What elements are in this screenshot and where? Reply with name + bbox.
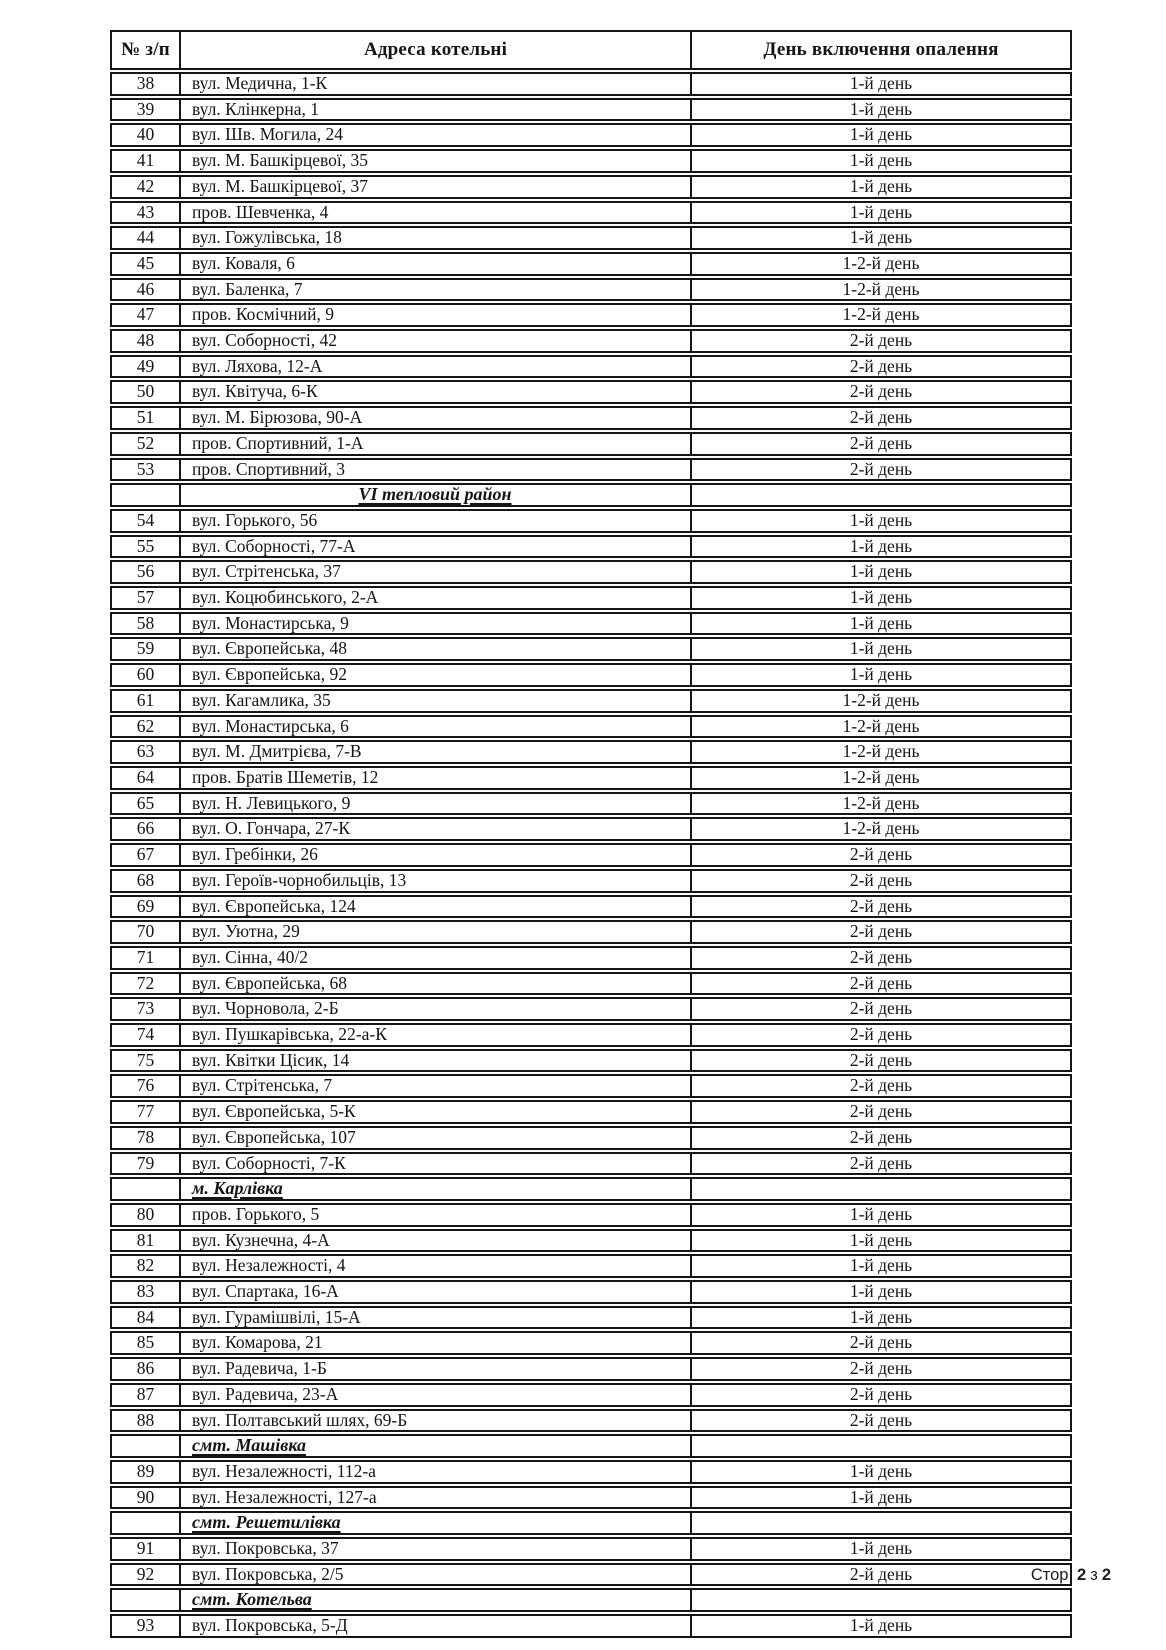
row-number-cell: 54 xyxy=(110,509,180,533)
row-number-cell: 41 xyxy=(110,149,180,173)
address-cell: вул. Монастирська, 9 xyxy=(180,612,691,636)
address-cell: вул. Коцюбинського, 2-А xyxy=(180,586,691,610)
table-row xyxy=(110,329,1072,353)
row-number-cell: 60 xyxy=(110,663,180,687)
row-number-cell: 64 xyxy=(110,766,180,790)
table-row xyxy=(110,1460,1072,1484)
day-cell: 1-й день xyxy=(691,509,1072,533)
day-cell: 1-й день xyxy=(691,586,1072,610)
row-number-cell: 73 xyxy=(110,997,180,1021)
row-number-cell: 77 xyxy=(110,1100,180,1124)
address-cell: пров. Горького, 5 xyxy=(180,1203,691,1227)
day-cell: 1-й день xyxy=(691,1460,1072,1484)
col-header-day: День включення опалення xyxy=(691,30,1072,70)
day-cell: 2-й день xyxy=(691,1100,1072,1124)
address-cell: вул. Квітки Цісик, 14 xyxy=(180,1049,691,1073)
table-row xyxy=(110,586,1072,610)
day-cell: 1-й день xyxy=(691,612,1072,636)
section-title-cell xyxy=(180,1511,691,1535)
row-number-cell: 58 xyxy=(110,612,180,636)
row-number-cell: 83 xyxy=(110,1280,180,1304)
address-cell: пров. Шевченка, 4 xyxy=(180,201,691,225)
section-title: смт. Машівка xyxy=(192,1435,307,1456)
row-number-cell: 76 xyxy=(110,1074,180,1098)
row-number-cell: 69 xyxy=(110,895,180,919)
address-cell: вул. Шв. Могила, 24 xyxy=(180,123,691,147)
day-cell: 1-й день xyxy=(691,201,1072,225)
day-cell-empty xyxy=(691,1588,1072,1612)
row-number-cell-empty xyxy=(110,1177,180,1201)
day-cell: 2-й день xyxy=(691,1049,1072,1073)
address-cell: вул. Медична, 1-К xyxy=(180,72,691,96)
day-cell: 1-й день xyxy=(691,1614,1072,1638)
address-cell: вул. Радевича, 1-Б xyxy=(180,1357,691,1381)
address-cell: вул. О. Гончара, 27-К xyxy=(180,817,691,841)
row-number-cell-empty xyxy=(110,483,180,507)
row-number-cell: 75 xyxy=(110,1049,180,1073)
day-cell: 1-2-й день xyxy=(691,278,1072,302)
day-cell: 1-й день xyxy=(691,535,1072,559)
row-number-cell: 61 xyxy=(110,689,180,713)
table-row xyxy=(110,766,1072,790)
day-cell: 2-й день xyxy=(691,432,1072,456)
day-cell: 1-й день xyxy=(691,149,1072,173)
section-title: смт. Решетилівка xyxy=(192,1512,341,1533)
row-number-cell: 57 xyxy=(110,586,180,610)
day-cell: 2-й день xyxy=(691,869,1072,893)
section-row xyxy=(110,1588,1072,1612)
section-row xyxy=(110,1434,1072,1458)
day-cell: 1-й день xyxy=(691,1537,1072,1561)
col-header-number: № з/п xyxy=(110,30,180,70)
address-cell: пров. Космічний, 9 xyxy=(180,303,691,327)
section-title-cell xyxy=(180,1434,691,1458)
address-cell: вул. Європейська, 68 xyxy=(180,972,691,996)
day-cell: 1-2-й день xyxy=(691,252,1072,276)
row-number-cell: 66 xyxy=(110,817,180,841)
table-row xyxy=(110,1614,1072,1638)
day-cell: 2-й день xyxy=(691,1126,1072,1150)
table-row xyxy=(110,1203,1072,1227)
table-row xyxy=(110,303,1072,327)
row-number-cell: 67 xyxy=(110,843,180,867)
address-cell: вул. Європейська, 107 xyxy=(180,1126,691,1150)
footer-page-label: Стор. xyxy=(1030,1566,1074,1584)
day-cell: 2-й день xyxy=(691,1383,1072,1407)
address-cell: вул. Європейська, 5-К xyxy=(180,1100,691,1124)
row-number-cell: 62 xyxy=(110,715,180,739)
table-row xyxy=(110,175,1072,199)
day-cell: 2-й день xyxy=(691,946,1072,970)
address-cell: вул. М. Башкірцевої, 37 xyxy=(180,175,691,199)
section-row xyxy=(110,1177,1072,1201)
address-cell: вул. М. Дмитрієва, 7-В xyxy=(180,740,691,764)
row-number-cell: 42 xyxy=(110,175,180,199)
page-footer xyxy=(1031,1566,1111,1585)
table-row xyxy=(110,226,1072,250)
row-number-cell: 53 xyxy=(110,458,180,482)
day-cell: 1-2-й день xyxy=(691,303,1072,327)
table-row xyxy=(110,1409,1072,1433)
table-row xyxy=(110,1229,1072,1253)
row-number-cell: 84 xyxy=(110,1306,180,1330)
address-cell: пров. Братів Шеметів, 12 xyxy=(180,766,691,790)
table-row xyxy=(110,843,1072,867)
day-cell: 1-й день xyxy=(691,72,1072,96)
table-row xyxy=(110,560,1072,584)
address-cell: пров. Спортивний, 1-А xyxy=(180,432,691,456)
day-cell: 2-й день xyxy=(691,997,1072,1021)
day-cell: 1-й день xyxy=(691,226,1072,250)
row-number-cell: 65 xyxy=(110,792,180,816)
address-cell: вул. Радевича, 23-А xyxy=(180,1383,691,1407)
address-cell: вул. Гурамішвілі, 15-А xyxy=(180,1306,691,1330)
table-row xyxy=(110,1357,1072,1381)
table-row xyxy=(110,406,1072,430)
row-number-cell: 85 xyxy=(110,1331,180,1355)
address-cell: вул. Стрітенська, 37 xyxy=(180,560,691,584)
day-cell: 1-й день xyxy=(691,1306,1072,1330)
row-number-cell: 43 xyxy=(110,201,180,225)
day-cell: 1-й день xyxy=(691,637,1072,661)
address-cell: вул. Монастирська, 6 xyxy=(180,715,691,739)
row-number-cell: 89 xyxy=(110,1460,180,1484)
table-row xyxy=(110,1331,1072,1355)
table-row xyxy=(110,792,1072,816)
table-row xyxy=(110,1486,1072,1510)
table-row xyxy=(110,201,1072,225)
address-cell: вул. Гребінки, 26 xyxy=(180,843,691,867)
address-cell: вул. Ляхова, 12-А xyxy=(180,355,691,379)
row-number-cell: 56 xyxy=(110,560,180,584)
footer-page-number: 2 xyxy=(1077,1566,1087,1584)
day-cell: 1-2-й день xyxy=(691,689,1072,713)
table-row xyxy=(110,715,1072,739)
row-number-cell: 87 xyxy=(110,1383,180,1407)
table-header-row xyxy=(110,30,1072,70)
address-cell: вул. Покровська, 2/5 xyxy=(180,1563,691,1587)
address-cell: вул. Кузнечна, 4-А xyxy=(180,1229,691,1253)
section-title-cell xyxy=(180,483,691,507)
row-number-cell: 47 xyxy=(110,303,180,327)
row-number-cell: 91 xyxy=(110,1537,180,1561)
day-cell: 1-й день xyxy=(691,560,1072,584)
day-cell: 2-й день xyxy=(691,1023,1072,1047)
row-number-cell: 88 xyxy=(110,1409,180,1433)
row-number-cell: 68 xyxy=(110,869,180,893)
row-number-cell-empty xyxy=(110,1588,180,1612)
day-cell: 2-й день xyxy=(691,1357,1072,1381)
address-cell: вул. Незалежності, 127-а xyxy=(180,1486,691,1510)
row-number-cell: 39 xyxy=(110,98,180,122)
address-cell: вул. Кагамлика, 35 xyxy=(180,689,691,713)
day-cell-empty xyxy=(691,1511,1072,1535)
address-cell: вул. Гожулівська, 18 xyxy=(180,226,691,250)
footer-of-label: з xyxy=(1090,1566,1098,1584)
row-number-cell: 82 xyxy=(110,1254,180,1278)
address-cell: вул. Європейська, 124 xyxy=(180,895,691,919)
day-cell: 1-й день xyxy=(691,1280,1072,1304)
table-row xyxy=(110,920,1072,944)
day-cell: 2-й день xyxy=(691,1563,1072,1587)
table-row xyxy=(110,1537,1072,1561)
day-cell: 2-й день xyxy=(691,355,1072,379)
address-cell: вул. Уютна, 29 xyxy=(180,920,691,944)
section-title-cell xyxy=(180,1177,691,1201)
day-cell: 1-2-й день xyxy=(691,740,1072,764)
section-row xyxy=(110,483,1072,507)
row-number-cell: 72 xyxy=(110,972,180,996)
row-number-cell: 78 xyxy=(110,1126,180,1150)
day-cell-empty xyxy=(691,1177,1072,1201)
day-cell: 1-й день xyxy=(691,175,1072,199)
table-row xyxy=(110,278,1072,302)
address-cell: вул. Європейська, 92 xyxy=(180,663,691,687)
day-cell: 1-й день xyxy=(691,1486,1072,1510)
row-number-cell: 52 xyxy=(110,432,180,456)
table-row xyxy=(110,612,1072,636)
table-row xyxy=(110,252,1072,276)
row-number-cell: 81 xyxy=(110,1229,180,1253)
row-number-cell: 90 xyxy=(110,1486,180,1510)
row-number-cell: 70 xyxy=(110,920,180,944)
table-row xyxy=(110,817,1072,841)
address-cell: вул. Європейська, 48 xyxy=(180,637,691,661)
table-row xyxy=(110,1563,1072,1587)
day-cell: 1-й день xyxy=(691,1229,1072,1253)
row-number-cell: 80 xyxy=(110,1203,180,1227)
table-row xyxy=(110,972,1072,996)
day-cell: 1-й день xyxy=(691,98,1072,122)
address-cell: вул. Баленка, 7 xyxy=(180,278,691,302)
row-number-cell: 92 xyxy=(110,1563,180,1587)
row-number-cell: 79 xyxy=(110,1152,180,1176)
row-number-cell-empty xyxy=(110,1434,180,1458)
address-cell: вул. Горького, 56 xyxy=(180,509,691,533)
address-cell: вул. Полтавський шлях, 69-Б xyxy=(180,1409,691,1433)
table-row xyxy=(110,740,1072,764)
table-row xyxy=(110,535,1072,559)
day-cell: 1-2-й день xyxy=(691,792,1072,816)
table-row xyxy=(110,1049,1072,1073)
row-number-cell: 86 xyxy=(110,1357,180,1381)
table-row xyxy=(110,895,1072,919)
day-cell-empty xyxy=(691,483,1072,507)
table-row xyxy=(110,355,1072,379)
address-cell: вул. Спартака, 16-А xyxy=(180,1280,691,1304)
table-row xyxy=(110,1280,1072,1304)
table-row xyxy=(110,1023,1072,1047)
row-number-cell-empty xyxy=(110,1511,180,1535)
address-cell: вул. Покровська, 37 xyxy=(180,1537,691,1561)
address-cell: вул. Незалежності, 4 xyxy=(180,1254,691,1278)
table-row xyxy=(110,1306,1072,1330)
section-title-cell xyxy=(180,1588,691,1612)
address-cell: вул. Незалежності, 112-а xyxy=(180,1460,691,1484)
address-cell: вул. Квітуча, 6-К xyxy=(180,380,691,404)
table-row xyxy=(110,432,1072,456)
address-cell: вул. Сінна, 40/2 xyxy=(180,946,691,970)
heating-schedule-table xyxy=(110,28,1072,1640)
day-cell: 2-й день xyxy=(691,972,1072,996)
day-cell: 2-й день xyxy=(691,1152,1072,1176)
table-row xyxy=(110,637,1072,661)
table-row xyxy=(110,72,1072,96)
row-number-cell: 93 xyxy=(110,1614,180,1638)
table-row xyxy=(110,380,1072,404)
address-cell: вул. Соборності, 77-А xyxy=(180,535,691,559)
row-number-cell: 38 xyxy=(110,72,180,96)
table-row xyxy=(110,1383,1072,1407)
section-row xyxy=(110,1511,1072,1535)
row-number-cell: 45 xyxy=(110,252,180,276)
day-cell: 2-й день xyxy=(691,406,1072,430)
address-cell: вул. Покровська, 5-Д xyxy=(180,1614,691,1638)
table-row xyxy=(110,1152,1072,1176)
address-cell: вул. Пушкарівська, 22-а-К xyxy=(180,1023,691,1047)
day-cell: 2-й день xyxy=(691,458,1072,482)
day-cell-empty xyxy=(691,1434,1072,1458)
day-cell: 2-й день xyxy=(691,843,1072,867)
day-cell: 2-й день xyxy=(691,1409,1072,1433)
day-cell: 1-й день xyxy=(691,663,1072,687)
row-number-cell: 51 xyxy=(110,406,180,430)
row-number-cell: 59 xyxy=(110,637,180,661)
address-cell: вул. Клінкерна, 1 xyxy=(180,98,691,122)
day-cell: 2-й день xyxy=(691,895,1072,919)
section-title: VI тепловий район xyxy=(358,484,512,505)
row-number-cell: 71 xyxy=(110,946,180,970)
table-row xyxy=(110,1100,1072,1124)
address-cell: вул. Стрітенська, 7 xyxy=(180,1074,691,1098)
table-row xyxy=(110,509,1072,533)
row-number-cell: 50 xyxy=(110,380,180,404)
section-title: м. Карлівка xyxy=(192,1178,283,1199)
address-cell: вул. Чорновола, 2-Б xyxy=(180,997,691,1021)
table-row xyxy=(110,869,1072,893)
row-number-cell: 55 xyxy=(110,535,180,559)
table-row xyxy=(110,946,1072,970)
table-row xyxy=(110,1126,1072,1150)
address-cell: вул. Н. Левицького, 9 xyxy=(180,792,691,816)
address-cell: вул. Героїв-чорнобильців, 13 xyxy=(180,869,691,893)
row-number-cell: 63 xyxy=(110,740,180,764)
table-row xyxy=(110,458,1072,482)
address-cell: вул. Комарова, 21 xyxy=(180,1331,691,1355)
day-cell: 1-й день xyxy=(691,123,1072,147)
address-cell: вул. Соборності, 7-К xyxy=(180,1152,691,1176)
footer-total-pages: 2 xyxy=(1101,1566,1111,1584)
table-row xyxy=(110,1074,1072,1098)
col-header-address: Адреса котельні xyxy=(180,30,691,70)
row-number-cell: 44 xyxy=(110,226,180,250)
day-cell: 1-й день xyxy=(691,1254,1072,1278)
address-cell: пров. Спортивний, 3 xyxy=(180,458,691,482)
address-cell: вул. М. Бірюзова, 90-А xyxy=(180,406,691,430)
day-cell: 2-й день xyxy=(691,1074,1072,1098)
address-cell: вул. Соборності, 42 xyxy=(180,329,691,353)
row-number-cell: 49 xyxy=(110,355,180,379)
day-cell: 2-й день xyxy=(691,329,1072,353)
table-row xyxy=(110,663,1072,687)
table-row xyxy=(110,997,1072,1021)
row-number-cell: 40 xyxy=(110,123,180,147)
day-cell: 1-2-й день xyxy=(691,766,1072,790)
table-row xyxy=(110,149,1072,173)
table-row xyxy=(110,1254,1072,1278)
section-title: смт. Котельва xyxy=(192,1589,312,1610)
day-cell: 2-й день xyxy=(691,1331,1072,1355)
day-cell: 2-й день xyxy=(691,380,1072,404)
row-number-cell: 48 xyxy=(110,329,180,353)
address-cell: вул. М. Башкірцевої, 35 xyxy=(180,149,691,173)
day-cell: 2-й день xyxy=(691,920,1072,944)
row-number-cell: 74 xyxy=(110,1023,180,1047)
day-cell: 1-й день xyxy=(691,1203,1072,1227)
table-row xyxy=(110,689,1072,713)
day-cell: 1-2-й день xyxy=(691,715,1072,739)
address-cell: вул. Коваля, 6 xyxy=(180,252,691,276)
table-row xyxy=(110,123,1072,147)
day-cell: 1-2-й день xyxy=(691,817,1072,841)
table-row xyxy=(110,98,1072,122)
row-number-cell: 46 xyxy=(110,278,180,302)
